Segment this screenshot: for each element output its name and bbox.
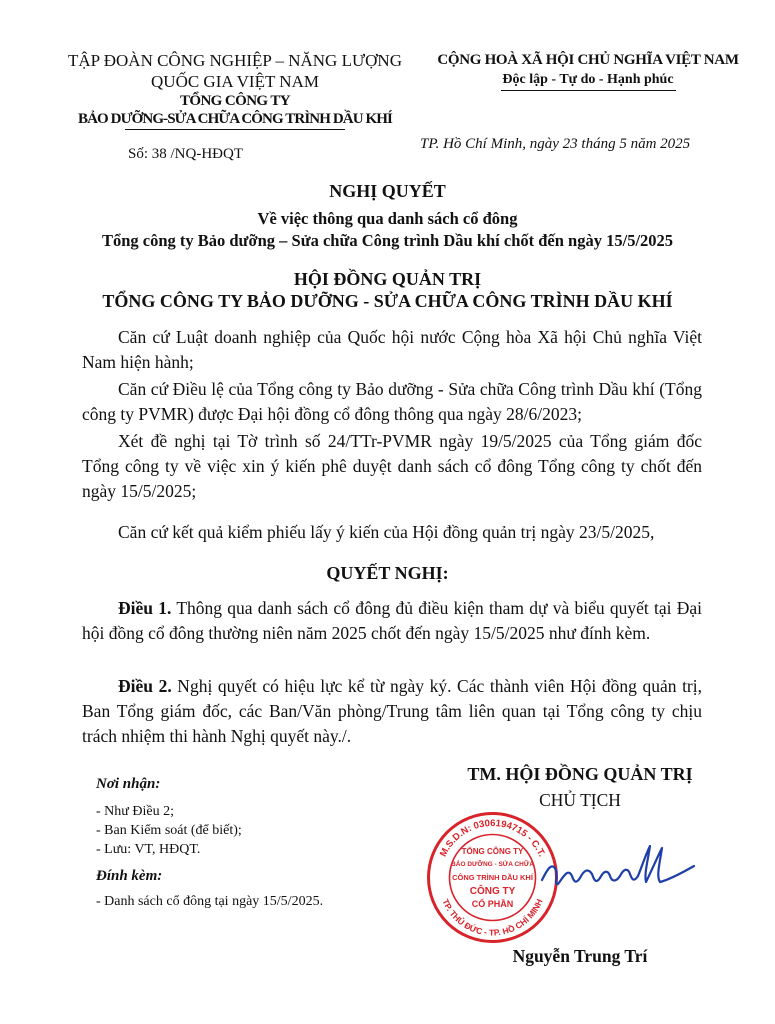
org-line-2: QUỐC GIA VIỆT NAM	[151, 72, 319, 91]
recipients-list	[96, 802, 242, 859]
list-item: - Danh sách cổ đông tại ngày 15/5/2025.	[96, 894, 324, 909]
article-2	[82, 674, 702, 749]
seal-inner-text-5: CỔ PHẦN	[471, 899, 514, 909]
header-right-divider	[501, 90, 676, 91]
article-1-text: Thông qua danh sách cổ đông đủ điều kiện tham dự và biểu quyết tại Đại hội đồng cổ đông thường niên năm 2025 chốt đến ngày 15/5/2025 như đính kèm.	[82, 598, 703, 643]
attachment-heading: Đính kèm:	[96, 868, 163, 884]
list-item: - Lưu: VT, HĐQT.	[96, 842, 201, 857]
place-date: TP. Hồ Chí Minh, ngày 23 tháng 5 năm 2025	[420, 136, 691, 152]
legal-basis-paragraph-4: Căn cứ kết quả kiểm phiếu lấy ý kiến của Hội đồng quản trị ngày 23/5/2025,	[118, 522, 655, 542]
subject-line-2: Tổng công ty Bảo dưỡng – Sửa chữa Công trình Dầu khí chốt đến ngày 15/5/2025	[101, 231, 674, 250]
attachment-list	[96, 894, 323, 910]
org-line-4: BẢO DƯỠNG-SỬA CHỮA CÔNG TRÌNH DẦU KHÍ	[78, 111, 392, 127]
document-title: NGHỊ QUYẾT	[329, 181, 446, 201]
article-2-label: Điều 2.	[118, 676, 172, 696]
handwritten-signature	[538, 840, 698, 900]
legal-basis-paragraph-3: Xét đề nghị tại Tờ trình số 24/TTr-PVMR ngày 19/5/2025 của Tổng giám đốc Tổng công ty về việc xin ý kiến phê duyệt danh sách cổ đông Tổng công ty chốt đến ngày 15/5/2025;	[82, 431, 702, 501]
issuer-header	[40, 50, 430, 130]
article-2-text: Nghị quyết có hiệu lực kể từ ngày ký. Các thành viên Hội đồng quản trị, Ban Tổng giám đốc, các Ban/Văn phòng/Trung tâm liên quan tại Tổng công ty chịu trách nhiệm thi hành Nghị quyết này./.	[82, 676, 702, 746]
document-number: Số: 38 /NQ-HĐQT	[128, 146, 243, 162]
seal-inner-text-3: CÔNG TRÌNH DẦU KHÍ	[452, 873, 533, 882]
list-item: - Như Điều 2;	[96, 804, 174, 819]
article-1-label: Điều 1.	[118, 598, 172, 618]
resolution-heading: QUYẾT NGHỊ:	[326, 563, 449, 583]
country-name: CỘNG HOÀ XÃ HỘI CHỦ NGHĨA VIỆT NAM	[437, 52, 739, 68]
signature-on-behalf: TM. HỘI ĐỒNG QUẢN TRỊ	[467, 764, 693, 784]
national-header	[418, 50, 758, 91]
legal-basis-paragraph-2: Căn cứ Điều lệ của Tổng công ty Bảo dưỡng - Sửa chữa Công trình Dầu khí (Tổng công ty PVMR) được Đại hội đồng cổ đông thông qua ngày 28/6/2023;	[82, 379, 702, 424]
subject-line-1: Về việc thông qua danh sách cổ đông	[257, 209, 518, 228]
seal-outer-text: M.S.D.N: 0306194715 - C.T.	[437, 817, 548, 859]
seal-inner-text-1: TỔNG CÔNG TY	[461, 847, 524, 856]
org-line-1: TẬP ĐOÀN CÔNG NGHIỆP – NĂNG LƯỢNG	[68, 51, 402, 70]
seal-inner-text-4: CÔNG TY	[469, 886, 516, 897]
signer-name: Nguyễn Trung Trí	[512, 946, 648, 966]
national-motto: Độc lập - Tự do - Hạnh phúc	[502, 72, 674, 87]
list-item: - Ban Kiểm soát (để biết);	[96, 823, 242, 838]
issuer-line-2: TỔNG CÔNG TY BẢO DƯỠNG - SỬA CHỮA CÔNG TRÌNH DẦU KHÍ	[102, 291, 673, 311]
seal-inner-text-2: BẢO DƯỠNG - SỬA CHỮA	[451, 861, 534, 868]
org-line-3: TỔNG CÔNG TY	[179, 93, 291, 109]
header-left-divider	[125, 129, 345, 130]
seal-outer-bottom-text: TP. THỦ ĐỨC - TP. HỒ CHÍ MINH	[440, 897, 545, 938]
issuer-line-1: HỘI ĐỒNG QUẢN TRỊ	[293, 269, 482, 289]
article-1	[82, 596, 702, 646]
recipients-heading: Nơi nhận:	[96, 776, 161, 792]
signer-role: CHỦ TỊCH	[539, 790, 621, 810]
legal-basis-paragraph-1: Căn cứ Luật doanh nghiệp của Quốc hội nước Cộng hòa Xã hội Chủ nghĩa Việt Nam hiện hành;	[82, 327, 702, 372]
